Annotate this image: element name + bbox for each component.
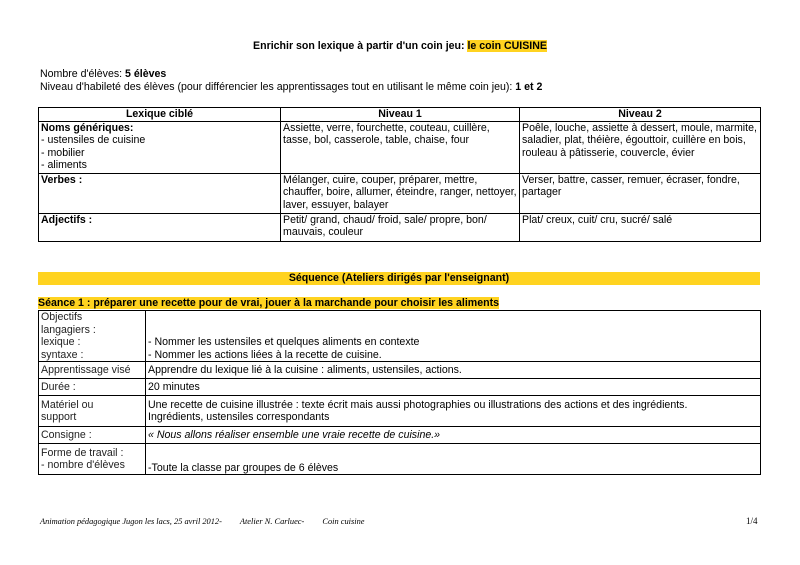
level1-cell: Mélanger, cuire, couper, préparer, mettre, chauffer, boire, allumer, éteindre, ranger, nettoyer, laver, essuyer, balayer [281,173,520,213]
value-line: Une recette de cuisine illustrée : texte écrit mais aussi photographies ou illustrations des actions et des ingrédients. [148,398,688,411]
students-line [40,68,542,81]
table-row [39,311,761,362]
value-line: Ingrédients, ustensiles correspondants [148,411,330,423]
category-cell [39,173,281,213]
materiel-value [146,396,761,427]
header-lexique: Lexique ciblé [39,108,281,122]
subitem: - ustensiles de cuisine [41,134,146,146]
table-row [39,121,761,173]
apprentissage-value: Apprendre du lexique lié à la cuisine : aliments, ustensiles, actions. [146,362,761,379]
label-line: Objectifs [41,311,83,323]
consigne-value: « Nous allons réaliser ensemble une vraie recette de cuisine.» [146,427,761,444]
title-highlight: le coin CUISINE [467,40,547,52]
category-label: Verbes : [41,173,83,186]
subitem: - mobilier [41,146,85,159]
duree-value: 20 minutes [146,379,761,396]
level-value: 1 et 2 [515,80,543,93]
objectifs-value [146,311,761,362]
category-label: Noms génériques: [41,121,134,134]
seance-title: Séance 1 : préparer une recette pour de vrai, jouer à la marchande pour choisir les aliments [38,297,499,309]
seance-table [38,310,761,475]
apprentissage-label: Apprentissage visé [39,362,146,379]
label-line: langagiers : [41,323,96,336]
category-cell [39,213,281,241]
value-line: - Nommer les ustensiles et quelques aliments en contexte [148,336,420,348]
lexicon-header-row [39,108,761,122]
students-label: Nombre d'élèves: [40,68,126,80]
footer-event: Animation pédagogique Jugon les lacs, 25 avril 2012- [40,517,222,526]
level2-cell: Poêle, louche, assiette à dessert, moule, marmite, saladier, plat, théière, égouttoir, cuillère en bois, rouleau à pâtisserie, couvercle, évier [520,121,761,173]
table-row [39,396,761,427]
forme-value: -Toute la classe par groupes de 6 élèves [146,444,761,475]
sequence-band: Séquence (Ateliers dirigés par l'enseignant) [38,272,760,285]
title-prefix: Enrichir son lexique à partir d'un coin jeu: [253,40,468,52]
footer-topic: Coin cuisine [322,517,365,526]
page-number: 1/4 [746,516,758,526]
level2-cell: Plat/ creux, cuit/ cru, sucré/ salé [520,213,761,241]
level2-cell: Verser, battre, casser, remuer, écraser, fondre, partager [520,173,761,213]
category-label: Adjectifs : [41,213,93,226]
value-line: - Nommer les actions liées à la recette de cuisine. [148,348,382,361]
header-niveau-2: Niveau 2 [520,108,761,122]
level1-cell: Assiette, verre, fourchette, couteau, cuillère, tasse, bol, casserole, table, chaise, four [281,121,520,173]
meta-info [40,68,542,93]
label-line: syntaxe : [41,348,84,361]
level-label: Niveau d'habileté des élèves (pour différencier les apprentissages tout en utilisant le même coin jeu): [40,80,516,93]
duree-label: Durée : [39,379,146,396]
label-line: support [41,411,77,423]
table-row [39,173,761,213]
label-line: - nombre d'élèves [41,459,125,471]
table-row [39,213,761,241]
objectifs-label [39,311,146,362]
table-row [39,362,761,379]
students-value: 5 élèves [125,68,167,80]
table-row [39,379,761,396]
forme-label [39,444,146,475]
document-title [0,40,800,53]
lexicon-table [38,107,761,242]
header-niveau-1: Niveau 1 [281,108,520,122]
label-line: Matériel ou [41,398,94,411]
footer-workshop: Atelier N. Carluec- [239,517,305,526]
table-row [39,427,761,444]
category-cell [39,121,281,173]
level1-cell: Petit/ grand, chaud/ froid, sale/ propre, bon/ mauvais, couleur [281,213,520,241]
subitem: - aliments [41,159,87,171]
consigne-label: Consigne : [39,427,146,444]
table-row [39,444,761,475]
footer [40,516,381,529]
label-line: Forme de travail : [41,446,124,459]
materiel-label [39,396,146,427]
level-line [40,81,542,94]
label-line: lexique : [41,336,81,348]
